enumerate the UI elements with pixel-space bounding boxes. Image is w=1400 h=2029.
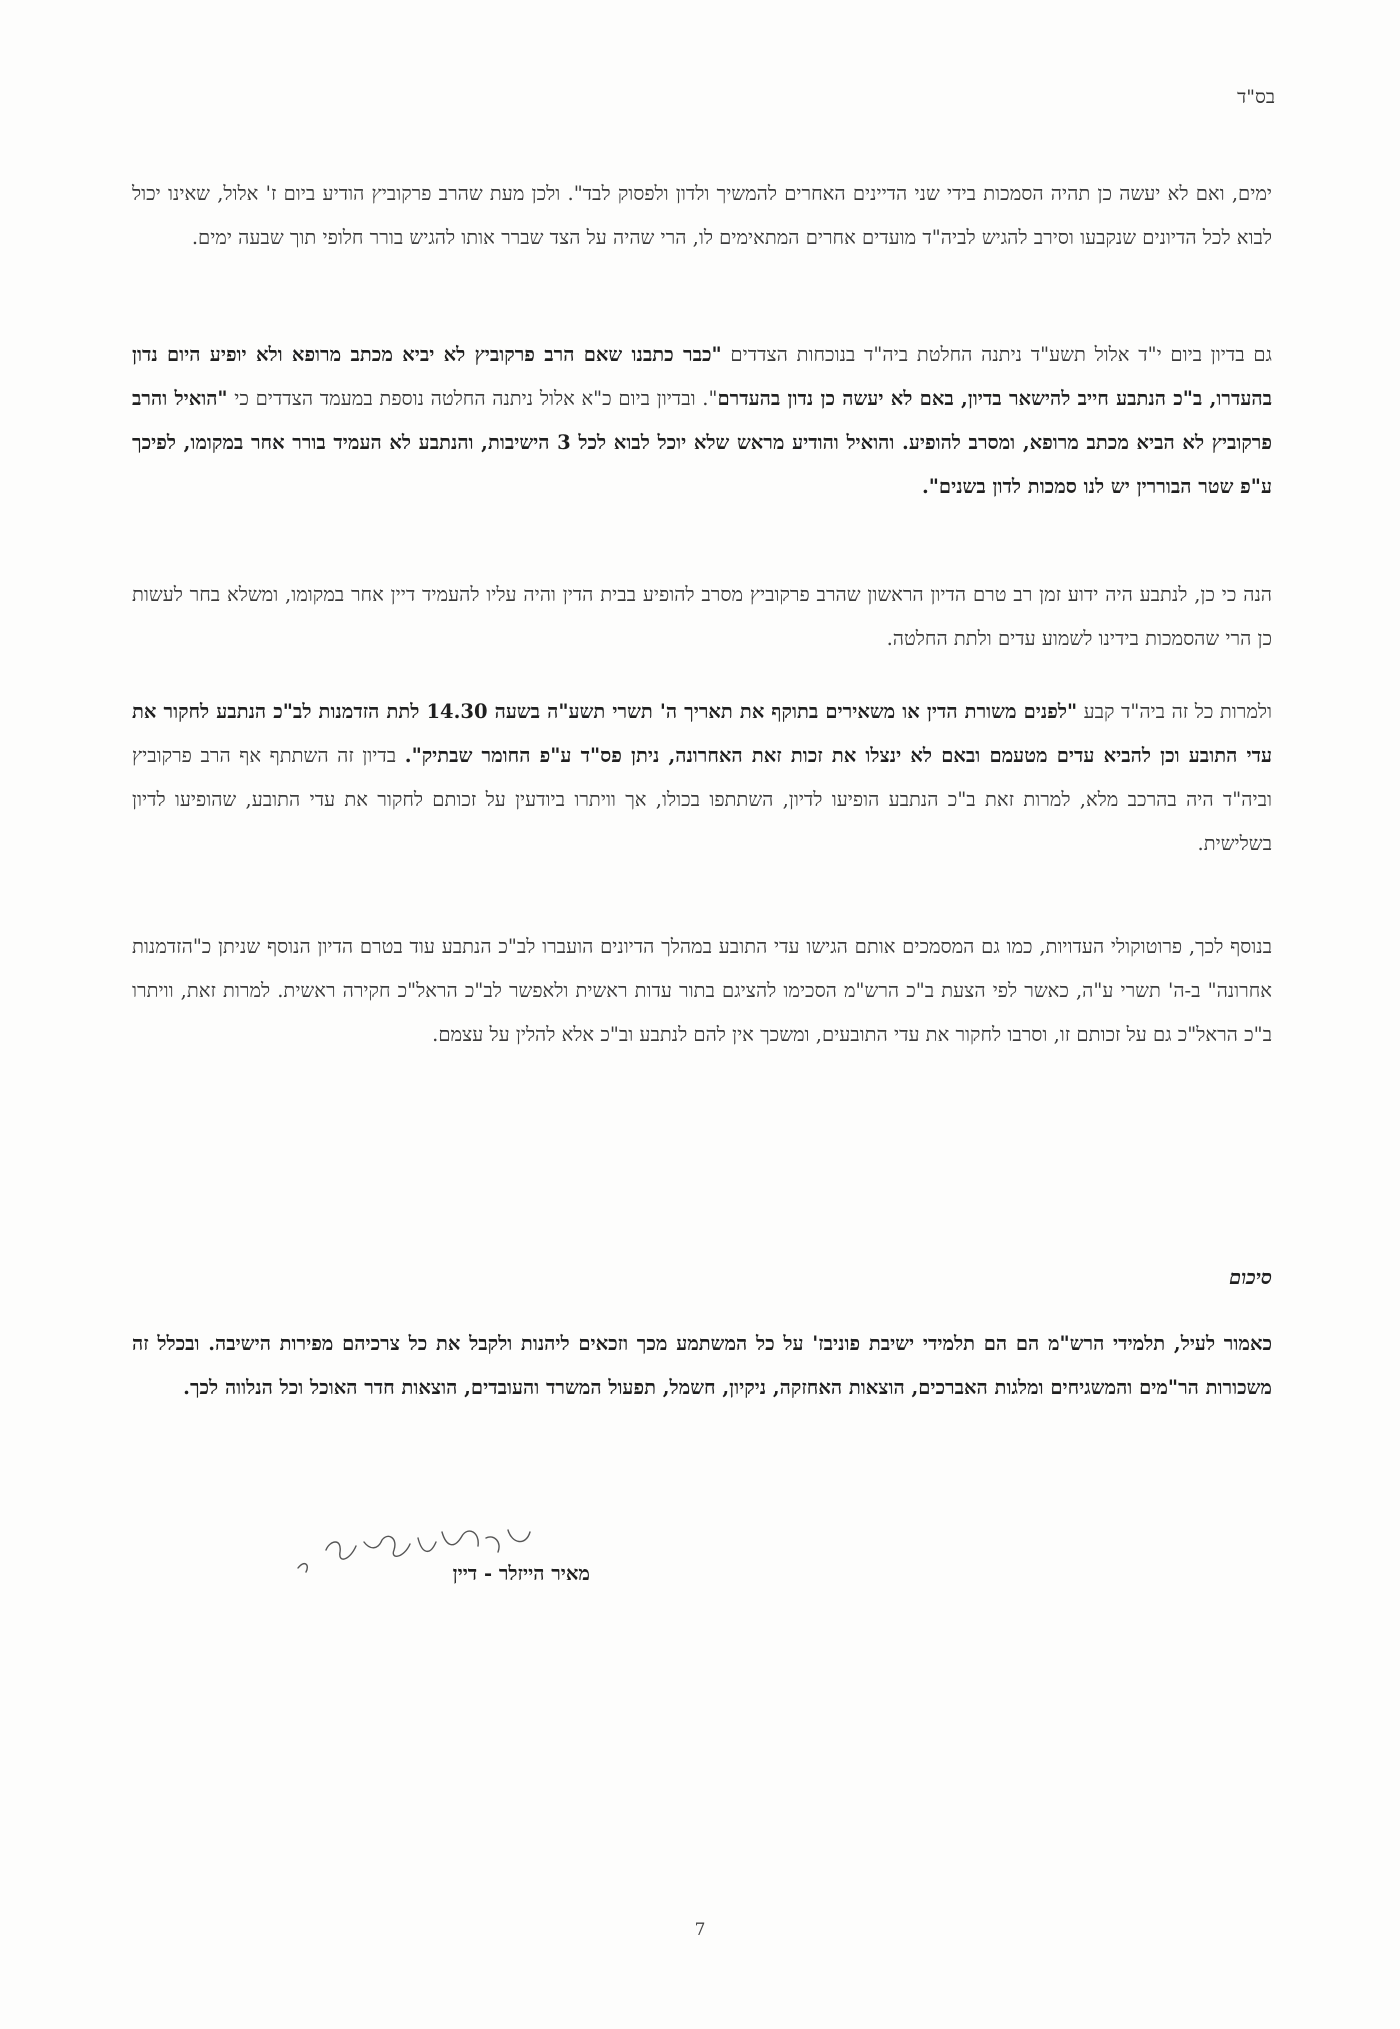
paragraph-4-quote: "לפנים משורת הדין או משאירים בתוקף את תאריך ה' תשרי תשע"ה בשעה 14.30 לתת הזדמנות לב"כ הנתבע לחקור את עדי התובע וכן להביא עדים מטעמם ובאם לא ינצלו את זכות זאת האחרונה, ניתן פס"ד ע"פ החומר שבתיק". <box>132 700 1272 767</box>
paragraph-1-text: ימים, ואם לא יעשה כן תהיה הסמכות בידי שני הדיינים האחרים להמשיך ולדון ולפסוק לבד". ולכן מעת שהרב פרקוביץ הודיע ביום ז' אלול, שאינו יכול לבוא לכל הדיונים שנקבעו וסירב להגיש לביה"ד מועדים אחרים המתאימים לו, הרי שהיה על הצד שברר אותו להגיש בורר חלופי תוך שבעה ימים. <box>132 182 1272 249</box>
paragraph-3 <box>132 573 1272 661</box>
summary-paragraph-text: כאמור לעיל, תלמידי הרש"מ הם הם תלמידי ישיבת פוניבז' על כל המשתמע מכך וזכאים ליהנות ולקבל את כל צרכיהם מפירות הישיבה. ובכלל זה משכורות הר"מים והמשגיחים ומלגות האברכים, הוצאות האחזקה, ניקיון, חשמל, תפעול המשרד והעובדים, הוצאות חדר האוכל וכל הנלווה לכך. <box>132 1332 1272 1399</box>
paragraph-2-quote-1: "כבר כתבנו שאם הרב פרקוביץ לא יביא מכתב מרופא ולא יופיע היום נדון בהעדרו, ב"כ הנתבע חייב להישאר בדיון, באם לא יעשה כן נדון בהעדרם <box>132 343 1272 410</box>
paragraph-5 <box>132 925 1272 1057</box>
paragraph-4-intro: ולמרות כל זה ביה"ד קבע <box>1077 700 1273 723</box>
paragraph-3-text: הנה כי כן, לנתבע היה ידוע זמן רב טרם הדיון הראשון שהרב פרקוביץ מסרב להופיע בבית הדין והיה עליו להעמיד דיין אחר במקומו, ומשלא בחר לעשות כן הרי שהסמכות בידינו לשמוע עדים ולתת החלטה. <box>132 583 1272 650</box>
page-number: 7 <box>694 1920 706 1940</box>
summary-heading: סיכום <box>1229 1266 1272 1289</box>
signer-name: מאיר הייזלר - דיין <box>452 1562 590 1585</box>
paragraph-2-middle: ". ובדיון ביום כ"א אלול ניתנה החלטה נוספת במעמד הצדדים כי <box>227 387 718 410</box>
paragraph-4 <box>132 690 1272 866</box>
summary-paragraph <box>132 1322 1272 1410</box>
paragraph-2-intro: גם בדיון ביום י"ד אלול תשע"ד ניתנה החלטת ביה"ד בנוכחות הצדדים <box>721 343 1272 366</box>
signature-block <box>290 1520 590 1600</box>
header-bsd-mark: בס"ד <box>1237 86 1275 108</box>
paragraph-4-rest: בדיון זה השתתף אף הרב פרקוביץ וביה"ד היה בהרכב מלא, למרות זאת ב"כ הנתבע הופיעו לדיון, השתתפו בכולו, אך וויתרו ביודעין על זכותם לחקור את עדי התובע, שהופיעו לדיון בשלישית. <box>132 744 1272 855</box>
handwritten-signature <box>290 1520 590 1600</box>
paragraph-2 <box>132 333 1272 509</box>
paragraph-5-text: בנוסף לכך, פרוטוקולי העדויות, כמו גם המסמכים אותם הגישו עדי התובע במהלך הדיונים הועברו לב"כ הנתבע עוד בטרם הדיון הנוסף שניתן כ"הזדמנות אחרונה" ב-ה' תשרי ע"ה, כאשר לפי הצעת ב"כ הרש"מ הסכימו להציגם בתור עדות ראשית ולאפשר לב"כ הראל"כ חקירה ראשית. למרות זאת, וויתרו ב"כ הראל"כ גם על זכותם זו, וסרבו לחקור את עדי התובעים, ומשכך אין להם לנתבע וב"כ אלא להלין על עצמם. <box>132 935 1272 1046</box>
paragraph-1 <box>132 172 1272 260</box>
paragraph-2-quote-2: "הואיל והרב פרקוביץ לא הביא מכתב מרופא, ומסרב להופיע. והואיל והודיע מראש שלא יוכל לבוא לכל 3 הישיבות, והנתבע לא העמיד בורר אחר במקומו, לפיכך ע"פ שטר הבוררין יש לנו סמכות לדון בשנים". <box>132 387 1272 498</box>
